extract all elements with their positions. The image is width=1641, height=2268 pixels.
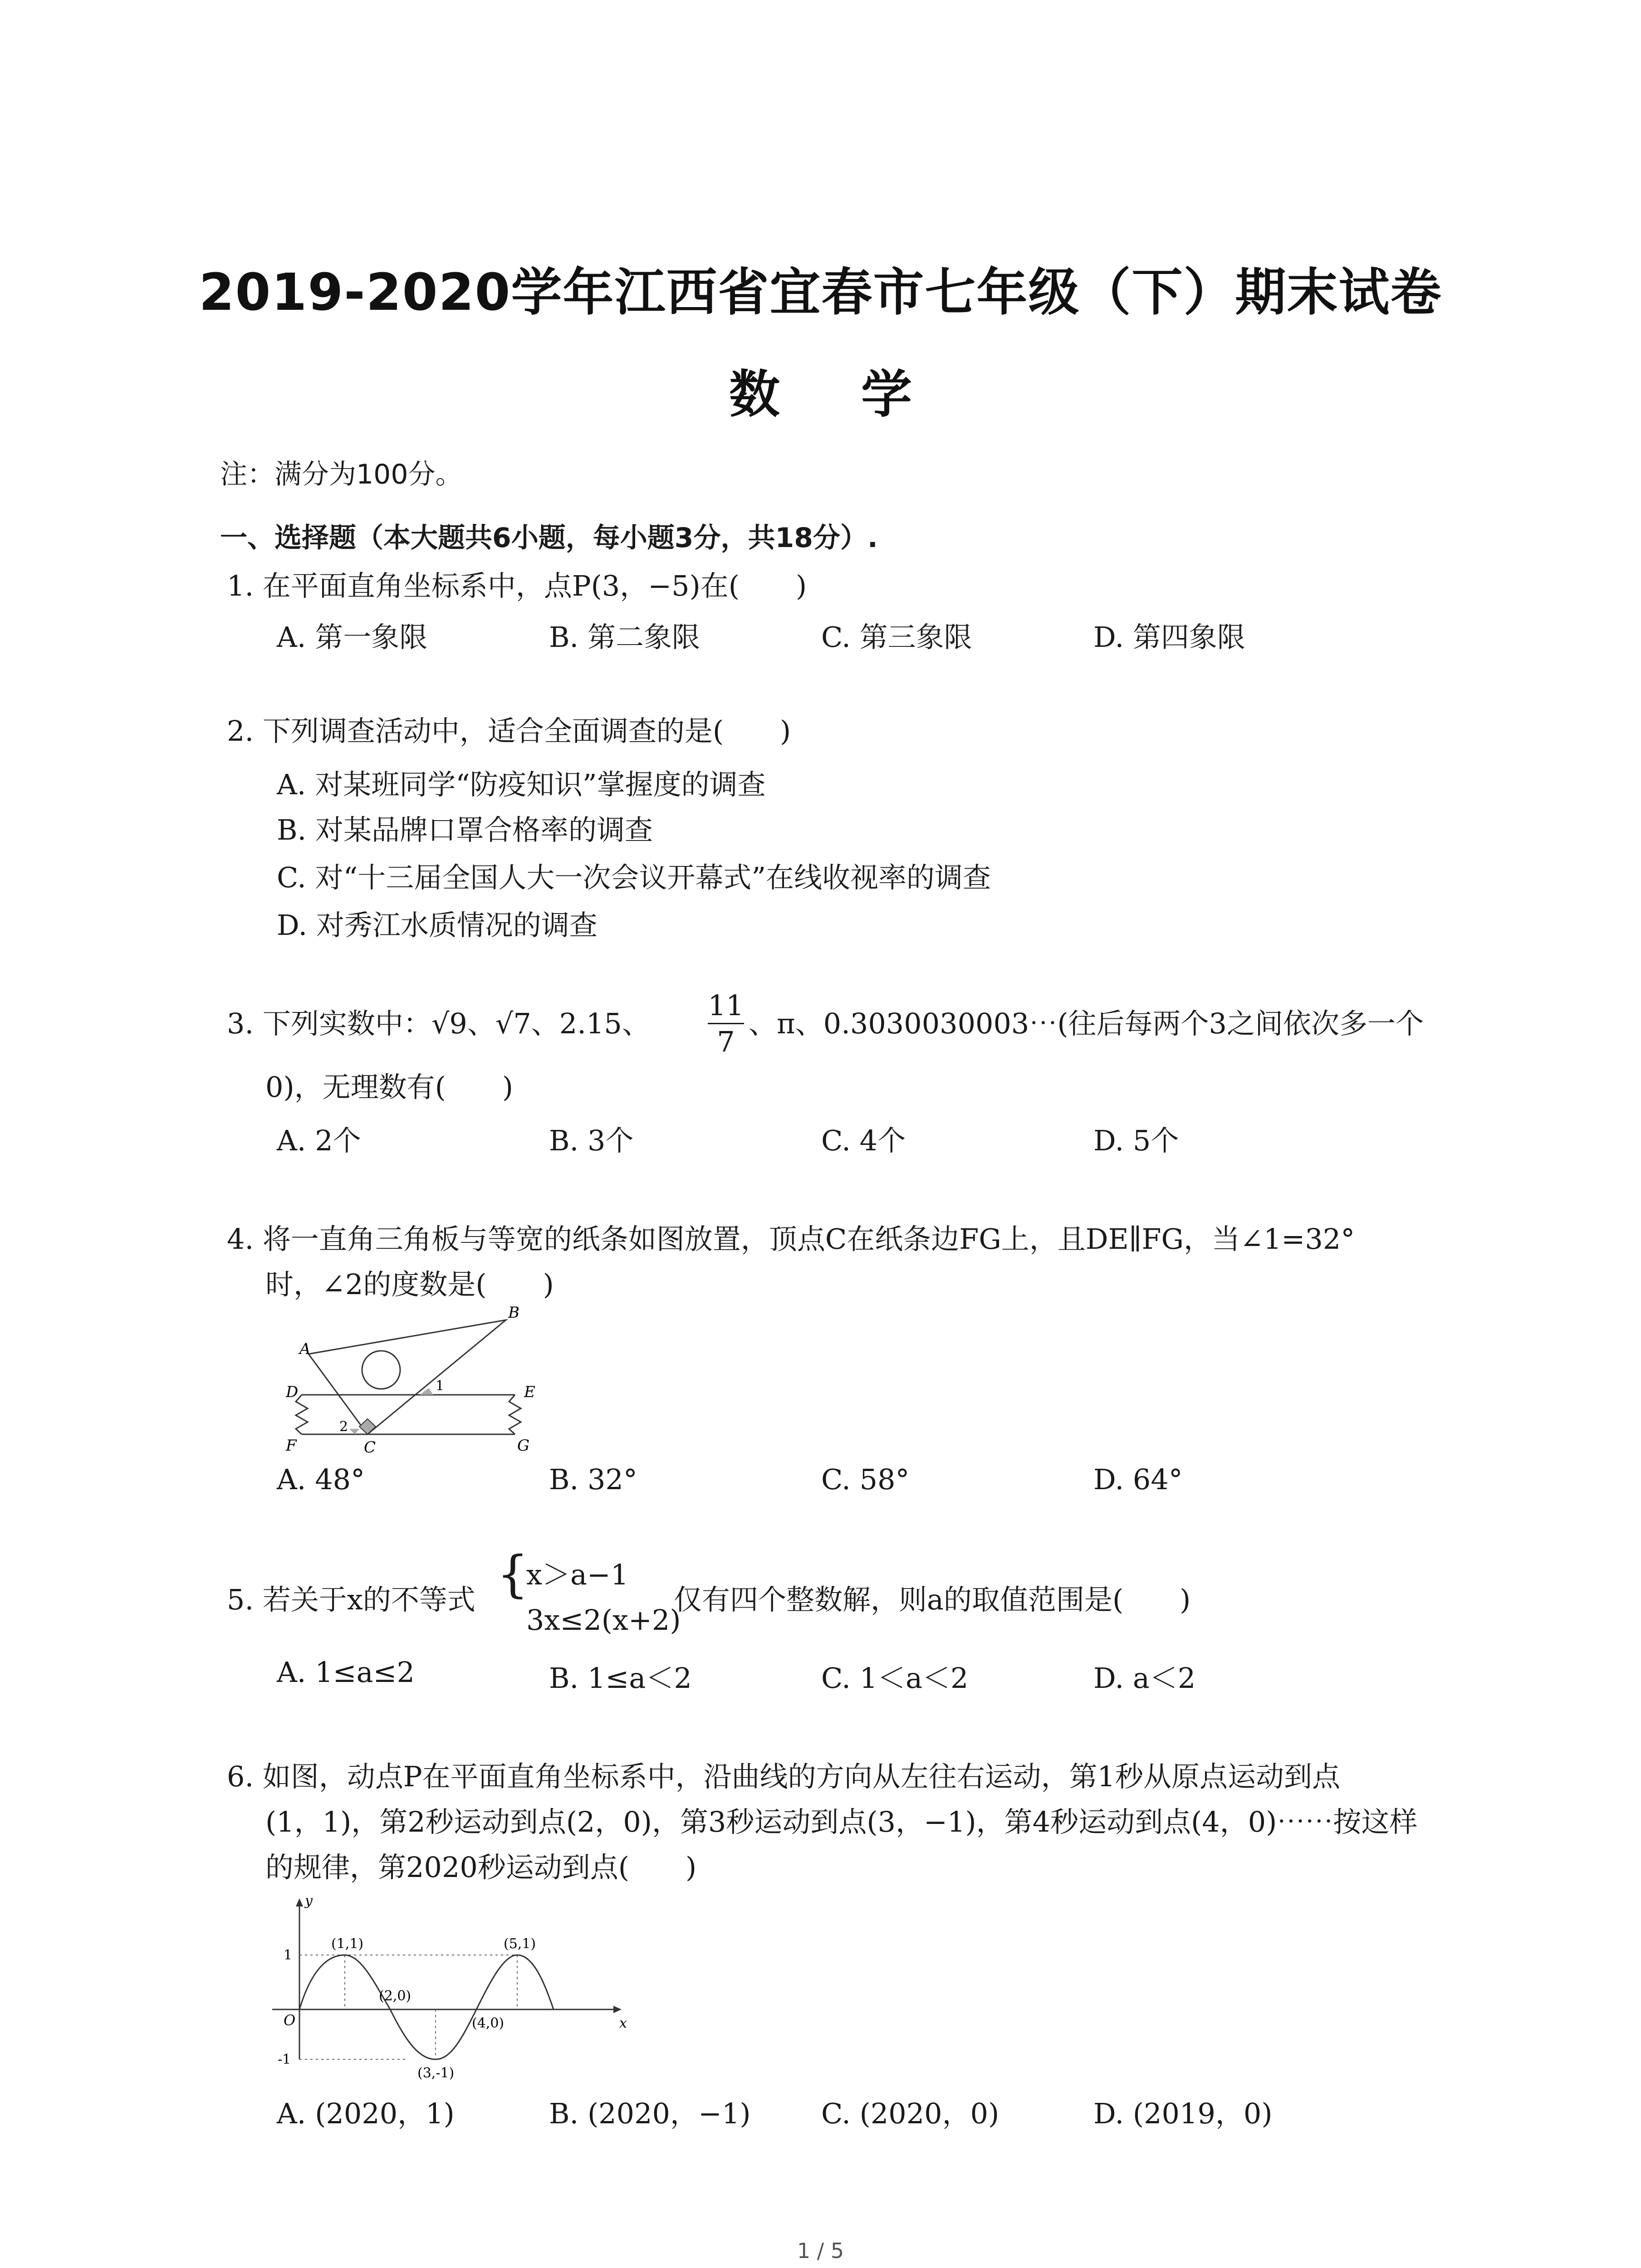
triangle-strip-figure bbox=[254, 1306, 563, 1470]
wave-path-figure bbox=[254, 1892, 635, 2082]
q6-option-a: A. (2020，1) bbox=[277, 2097, 455, 2130]
q4-option-a: A. 48° bbox=[277, 1463, 365, 1496]
q5-option-c: C. 1＜a＜2 bbox=[821, 1662, 969, 1695]
score-note: 注：满分为100分。 bbox=[220, 459, 463, 490]
question-3-stem-part1: 3. 下列实数中：√9、√7、2.15、 bbox=[227, 1007, 650, 1040]
right-angle-mark bbox=[359, 1419, 376, 1434]
question-1-stem: 1. 在平面直角坐标系中，点P(3，−5)在( ) bbox=[227, 569, 807, 602]
triangle-hole bbox=[362, 1351, 400, 1389]
label-point-2-0: (2,0) bbox=[379, 1988, 411, 2004]
x-axis-arrow bbox=[613, 2006, 622, 2013]
q2-option-c: C. 对“十三届全国人大一次会议开幕式”在线收视率的调查 bbox=[277, 861, 991, 894]
q6-option-c: C. (2020，0) bbox=[821, 2097, 999, 2130]
q3-option-d: D. 5个 bbox=[1093, 1124, 1179, 1157]
question-3-stem-part3: 0)，无理数有( ) bbox=[265, 1070, 514, 1104]
question-6-stem-part2: (1，1)，第2秒运动到点(2，0)，第3秒运动到点(3，−1)，第4秒运动到点(4，0)⋯⋯按这样 bbox=[265, 1805, 1418, 1838]
q1-option-c: C. 第三象限 bbox=[821, 621, 972, 654]
label-b: B bbox=[508, 1306, 519, 1322]
question-4-stem-part2: 时，∠2的度数是( ) bbox=[265, 1268, 554, 1301]
right-triangle bbox=[309, 1320, 506, 1434]
angle-2-mark bbox=[349, 1429, 359, 1434]
q1-option-b: B. 第二象限 bbox=[549, 621, 700, 654]
q2-option-b: B. 对某品牌口罩合格率的调查 bbox=[277, 813, 653, 846]
question-3-stem-part2: 、π、0.3030030003⋯(往后每两个3之间依次多一个 bbox=[749, 1007, 1424, 1040]
q3-option-b: B. 3个 bbox=[549, 1124, 634, 1157]
exam-title: 2019-2020学年江西省宜春市七年级（下）期末试卷 bbox=[199, 263, 1442, 322]
subject-heading: 数 学 bbox=[729, 365, 944, 424]
q1-option-a: A. 第一象限 bbox=[277, 621, 428, 654]
right-zigzag bbox=[509, 1395, 521, 1434]
label-c: C bbox=[364, 1438, 376, 1457]
label-point-4-0: (4,0) bbox=[472, 2015, 505, 2031]
q6-option-d: D. (2019，0) bbox=[1093, 2097, 1273, 2130]
q4-option-b: B. 32° bbox=[549, 1463, 637, 1496]
question-6-stem-part3: 的规律，第2020秒运动到点( ) bbox=[265, 1851, 697, 1884]
q2-option-d: D. 对秀江水质情况的调查 bbox=[277, 909, 598, 942]
label-y-one: 1 bbox=[284, 1947, 293, 1963]
label-d: D bbox=[286, 1383, 299, 1401]
question-5-stem-part1: 5. 若关于x的不等式 bbox=[227, 1583, 475, 1616]
q3-option-c: C. 4个 bbox=[821, 1124, 906, 1157]
q5-option-d: D. a＜2 bbox=[1093, 1662, 1196, 1695]
question-6-stem-part1: 6. 如图，动点P在平面直角坐标系中，沿曲线的方向从左往右运动，第1秒从原点运动到点 bbox=[227, 1760, 1341, 1793]
label-f: F bbox=[286, 1437, 297, 1455]
label-y-neg-one: -1 bbox=[278, 2052, 291, 2068]
label-y: y bbox=[305, 1893, 313, 1909]
fraction-numerator: 11 bbox=[708, 989, 744, 1022]
label-a: A bbox=[299, 1340, 311, 1358]
section-heading: 一、选择题（本大题共6小题，每小题3分，共18分）. bbox=[220, 522, 878, 554]
system-brace: { bbox=[497, 1545, 529, 1603]
q3-option-a: A. 2个 bbox=[277, 1124, 361, 1157]
inequality-2: 3x≤2(x+2) bbox=[526, 1603, 681, 1637]
q4-option-c: C. 58° bbox=[821, 1463, 910, 1496]
label-angle-2: 2 bbox=[339, 1419, 348, 1435]
q6-option-b: B. (2020，−1) bbox=[549, 2097, 751, 2130]
label-e: E bbox=[524, 1383, 535, 1401]
label-g: G bbox=[517, 1437, 530, 1455]
fraction-11-over-7 bbox=[708, 989, 744, 1058]
q2-option-a: A. 对某班同学“防疫知识”掌握度的调查 bbox=[277, 768, 766, 801]
q5-option-b: B. 1≤a＜2 bbox=[549, 1662, 692, 1695]
fraction-denominator: 7 bbox=[717, 1025, 735, 1058]
q5-option-a: A. 1≤a≤2 bbox=[277, 1656, 415, 1689]
label-angle-1: 1 bbox=[436, 1378, 445, 1394]
label-point-1-1: (1,1) bbox=[331, 1936, 364, 1952]
q4-option-d: D. 64° bbox=[1093, 1463, 1183, 1496]
label-x: x bbox=[619, 2015, 627, 2031]
question-2-stem: 2. 下列调查活动中，适合全面调查的是( ) bbox=[227, 714, 791, 748]
label-origin: O bbox=[284, 2012, 296, 2029]
page-number: 1 / 5 bbox=[797, 2239, 844, 2263]
y-axis-arrow bbox=[296, 1898, 303, 1906]
wave-curve bbox=[299, 1955, 554, 2059]
label-point-3-neg1: (3,-1) bbox=[417, 2065, 455, 2081]
question-5-stem-part2: 仅有四个整数解，则a的取值范围是( ) bbox=[674, 1583, 1191, 1616]
question-4-stem-part1: 4. 将一直角三角板与等宽的纸条如图放置，顶点C在纸条边FG上，且DE∥FG，当∠1=32° bbox=[227, 1222, 1355, 1256]
fraction-bar bbox=[708, 1023, 744, 1024]
label-point-5-1: (5,1) bbox=[504, 1936, 536, 1952]
inequality-1: x＞a−1 bbox=[526, 1558, 629, 1591]
q1-option-d: D. 第四象限 bbox=[1093, 621, 1245, 654]
